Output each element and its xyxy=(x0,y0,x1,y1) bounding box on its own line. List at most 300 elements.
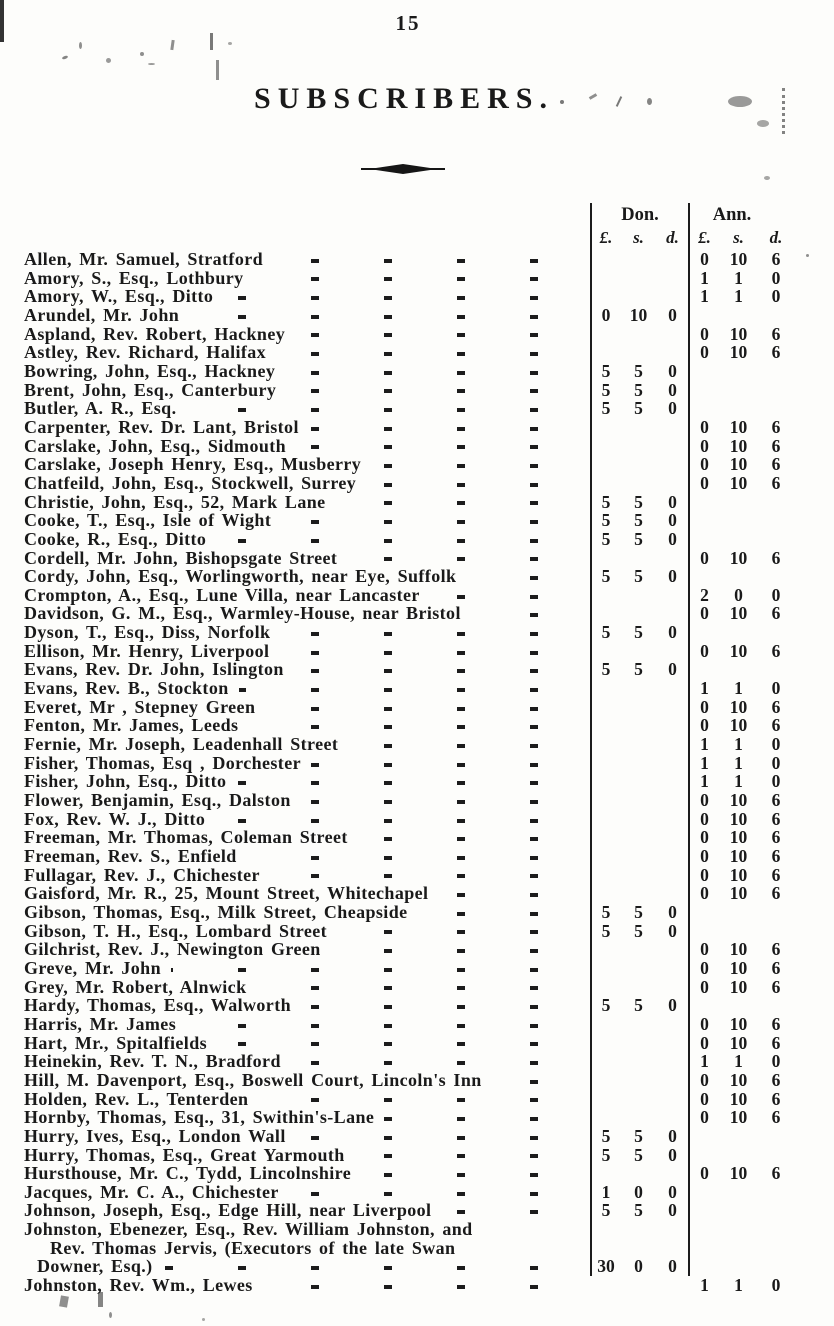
don-shillings-header: s. xyxy=(633,228,644,248)
don-pounds-value xyxy=(590,1071,620,1090)
leader-dashes xyxy=(263,1285,578,1289)
leader-dashes xyxy=(331,949,578,953)
don-pounds-value: 5 xyxy=(590,1146,620,1165)
ann-pence-value: 6 xyxy=(771,1032,781,1053)
subscriber-name: Holden, Rev. L., Tenterden xyxy=(24,1088,249,1109)
leader-dashes xyxy=(296,1136,578,1140)
table-row xyxy=(24,772,794,791)
ann-shillings-value xyxy=(719,996,758,1015)
ann-pounds-value: 0 xyxy=(688,604,719,623)
don-pence-value xyxy=(657,1164,688,1183)
subscriber-name: Hurry, Thomas, Esq., Great Yarmouth xyxy=(24,1144,345,1165)
ann-shillings-value: 10 xyxy=(729,827,748,848)
subscriber-name: Gilchrist, Rev. J., Newington Green xyxy=(24,939,321,960)
subscriber-name-area xyxy=(24,996,590,1015)
leader-dashes xyxy=(236,781,578,785)
table-row xyxy=(24,418,794,437)
ann-pence-value: 0 xyxy=(771,771,781,792)
ann-pounds-value xyxy=(688,1146,719,1165)
subscriber-name-area xyxy=(24,959,590,978)
subscriber-name-area xyxy=(24,978,590,997)
leader-dashes xyxy=(291,1061,578,1065)
don-pounds-value: 5 xyxy=(590,399,620,418)
don-pounds-value xyxy=(590,269,620,288)
leader-dashes xyxy=(186,408,578,412)
subscriber-name: Hurry, Ives, Esq., London Wall xyxy=(24,1125,286,1146)
subscriber-name-area xyxy=(24,1183,590,1202)
don-shillings-value xyxy=(620,1052,657,1071)
table-row xyxy=(24,437,794,456)
ink-speck xyxy=(764,176,770,180)
don-pounds-value xyxy=(590,679,620,698)
table-row xyxy=(24,1034,794,1053)
subscriber-name: Fox, Rev. W. J., Ditto xyxy=(24,808,206,829)
don-shillings-value: 5 xyxy=(634,659,643,680)
don-pounds-value xyxy=(590,250,620,269)
leader-dashes xyxy=(171,968,578,972)
don-pence-value xyxy=(657,1015,688,1034)
don-pounds-value: 5 xyxy=(590,903,620,922)
don-shillings-value xyxy=(620,791,657,810)
leader-dashes xyxy=(279,651,578,655)
ann-pence-value xyxy=(758,1146,794,1165)
subscriber-name: Harris, Mr. James xyxy=(24,1013,177,1034)
ann-pounds-value xyxy=(688,493,719,512)
don-pence-value: 0 xyxy=(668,398,677,419)
subscriber-name-area xyxy=(24,623,590,642)
don-shillings-value: 5 xyxy=(634,920,643,941)
leader-dashes xyxy=(309,427,578,431)
ann-pence-value: 0 xyxy=(771,286,781,307)
subscriber-name: Hursthouse, Mr. C., Tydd, Lincolnshire xyxy=(24,1163,352,1184)
ann-pounds-value xyxy=(688,530,719,549)
ann-pence-value xyxy=(758,511,794,530)
don-shillings-value xyxy=(620,437,657,456)
ann-shillings-value: 10 xyxy=(729,1032,748,1053)
subscriber-name-area xyxy=(24,362,590,381)
ann-pence-value: 0 xyxy=(771,752,781,773)
table-row xyxy=(24,716,794,735)
ann-shillings-value: 10 xyxy=(729,416,748,437)
don-pounds-value xyxy=(590,1015,620,1034)
ann-shillings-value: 10 xyxy=(729,1107,748,1128)
ann-shillings-value: 10 xyxy=(729,939,748,960)
don-pence-value: 0 xyxy=(668,1256,677,1277)
ann-pence-value: 6 xyxy=(771,790,781,811)
don-pounds-value xyxy=(590,455,620,474)
don-shillings-value xyxy=(620,754,657,773)
table-row xyxy=(24,642,794,661)
don-pounds-value xyxy=(590,866,620,885)
don-shillings-value xyxy=(620,828,657,847)
ann-pence-value xyxy=(758,1127,794,1146)
don-pounds-value: 5 xyxy=(590,493,620,512)
don-pounds-value xyxy=(590,884,620,903)
don-shillings-value xyxy=(620,978,657,997)
don-pence-value xyxy=(657,1034,688,1053)
don-shillings-value xyxy=(620,549,657,568)
ann-pounds-value: 1 xyxy=(688,735,719,754)
don-pounds-value xyxy=(590,698,620,717)
ann-shillings-value: 1 xyxy=(734,752,743,773)
subscriber-name-area xyxy=(24,343,590,362)
ann-shillings-value: 1 xyxy=(734,267,743,288)
ann-shillings-value: 10 xyxy=(729,715,748,736)
table-row xyxy=(24,922,794,941)
don-pence-value: 0 xyxy=(668,920,677,941)
don-pence-value: 0 xyxy=(668,379,677,400)
ann-shillings-value: 1 xyxy=(734,771,743,792)
ann-pounds-value: 0 xyxy=(688,716,719,735)
table-row xyxy=(24,959,794,978)
leader-dashes xyxy=(355,1154,578,1158)
ann-pence-value xyxy=(758,660,794,679)
subscriber-name-area xyxy=(24,306,590,325)
don-pounds-value xyxy=(590,287,620,306)
don-pounds-value xyxy=(590,474,620,493)
don-shillings-value xyxy=(620,642,657,661)
don-pounds-value xyxy=(590,1034,620,1053)
ann-pence-value: 6 xyxy=(771,416,781,437)
ann-shillings-value xyxy=(719,381,758,400)
ann-pence-value: 6 xyxy=(771,323,781,344)
ink-speck xyxy=(140,52,144,56)
subscriber-name-area xyxy=(24,1090,590,1109)
don-pence-value: 0 xyxy=(668,491,677,512)
ann-shillings-value: 10 xyxy=(729,249,748,269)
ann-pence-value xyxy=(758,903,794,922)
ann-pounds-value: 1 xyxy=(688,1052,719,1071)
ann-pence-value xyxy=(758,1220,794,1276)
don-pounds-value xyxy=(590,847,620,866)
don-pence-value xyxy=(657,325,688,344)
don-pence-value xyxy=(657,978,688,997)
table-row xyxy=(24,810,794,829)
table-row xyxy=(24,847,794,866)
subscriber-name-area xyxy=(24,269,590,288)
ann-pounds-value: 0 xyxy=(688,698,719,717)
ann-shillings-value: 10 xyxy=(729,696,748,717)
don-pounds-value: 1 xyxy=(590,1183,620,1202)
ann-pounds-value: 0 xyxy=(688,250,719,269)
subscriber-name: Heinekin, Rev. T. N., Bradford xyxy=(24,1051,281,1072)
table-row xyxy=(24,866,794,885)
leader-dashes xyxy=(384,1117,578,1121)
ann-shillings-value: 10 xyxy=(729,547,748,568)
ann-pounds-value: 1 xyxy=(688,679,719,698)
leader-dashes xyxy=(163,1266,578,1270)
page-number: 15 xyxy=(395,11,421,35)
leader-dashes xyxy=(492,1080,578,1084)
don-pence-value xyxy=(657,642,688,661)
subscribers-table xyxy=(24,203,794,1295)
ann-pounds-value: 0 xyxy=(688,1071,719,1090)
table-row xyxy=(24,884,794,903)
table-row xyxy=(24,567,794,586)
don-pounds-value xyxy=(590,959,620,978)
subscriber-name: Cooke, T., Esq., Isle of Wight xyxy=(24,510,272,531)
leader-dashes xyxy=(280,632,578,636)
ann-pence-value: 6 xyxy=(771,249,781,269)
subscriber-name-area xyxy=(24,903,590,922)
ann-pence-value xyxy=(758,1201,794,1220)
ann-pence-value xyxy=(758,623,794,642)
don-pounds-value xyxy=(590,791,620,810)
table-row xyxy=(24,754,794,773)
ann-pounds-value: 0 xyxy=(688,866,719,885)
don-pence-value xyxy=(657,791,688,810)
table-row xyxy=(24,903,794,922)
don-shillings-value xyxy=(620,810,657,829)
table-row xyxy=(24,287,794,306)
ink-speck xyxy=(109,1312,112,1318)
subscriber-name-area xyxy=(24,642,590,661)
subscriber-name: Amory, W., Esq., Ditto xyxy=(24,286,214,307)
table-row xyxy=(24,325,794,344)
don-pence-value xyxy=(657,847,688,866)
ann-shillings-value xyxy=(719,1127,758,1146)
don-pence-value: 0 xyxy=(668,659,677,680)
don-pounds-value: 0 xyxy=(590,306,620,325)
subscriber-name: Evans, Rev. B., Stockton xyxy=(24,678,229,699)
don-shillings-value xyxy=(620,1108,657,1127)
ann-pence-value xyxy=(758,381,794,400)
don-shillings-value xyxy=(620,884,657,903)
don-pounds-value xyxy=(590,586,620,605)
don-pounds-value xyxy=(590,716,620,735)
ann-pounds-value: 0 xyxy=(688,325,719,344)
don-pence-value xyxy=(657,586,688,605)
table-row xyxy=(24,1015,794,1034)
ann-shillings-value: 10 xyxy=(729,454,748,475)
ann-shillings-value xyxy=(719,567,758,586)
don-pounds-value xyxy=(590,325,620,344)
ann-pence-value: 0 xyxy=(771,1275,781,1296)
ann-shillings-value: 10 xyxy=(729,435,748,456)
ann-column-label: Ann. xyxy=(712,205,752,225)
subscriber-name: Bowring, John, Esq., Hackney xyxy=(24,360,276,381)
subscriber-name: Fullagar, Rev. J., Chichester xyxy=(24,864,260,885)
ann-pounds-value: 0 xyxy=(688,884,719,903)
ann-shillings-value xyxy=(719,660,758,679)
table-row xyxy=(24,660,794,679)
table-row xyxy=(24,940,794,959)
don-pounds-value xyxy=(590,1276,620,1295)
subscriber-name: Davidson, G. M., Esq., Warmley-House, near Bristol xyxy=(24,603,461,624)
ann-shillings-value: 10 xyxy=(729,846,748,866)
don-pence-value xyxy=(657,549,688,568)
leader-dashes xyxy=(248,725,578,729)
leader-dashes xyxy=(441,1210,578,1214)
ann-pounds-value: 1 xyxy=(688,754,719,773)
ann-shillings-value xyxy=(719,511,758,530)
don-pounds-value: 5 xyxy=(590,660,620,679)
ann-pence-value: 0 xyxy=(771,584,781,605)
don-pounds-value xyxy=(590,437,620,456)
ann-shillings-value: 10 xyxy=(729,1013,748,1034)
don-shillings-value xyxy=(620,604,657,623)
subscriber-name-area xyxy=(24,1015,590,1034)
table-row xyxy=(24,1090,794,1109)
subscriber-name: Arundel, Mr. John xyxy=(24,304,180,325)
don-shillings-value: 5 xyxy=(634,995,643,1016)
subscriber-name-area xyxy=(24,567,590,586)
table-row xyxy=(24,1164,794,1183)
don-pounds-value xyxy=(590,828,620,847)
leader-dashes xyxy=(294,669,578,673)
ink-speck xyxy=(106,58,111,63)
leader-dashes xyxy=(257,986,579,990)
subscriber-name-area xyxy=(24,549,590,568)
don-pence-value: 0 xyxy=(668,1181,677,1202)
don-pounds-value: 5 xyxy=(590,530,620,549)
subscriber-name-area xyxy=(24,287,590,306)
ann-pounds-value xyxy=(688,1183,719,1202)
ann-pence-value: 6 xyxy=(771,1107,781,1128)
subscriber-name: Greve, Mr. John xyxy=(24,957,161,978)
subscriber-name-area xyxy=(24,437,590,456)
ann-pence-value: 6 xyxy=(771,827,781,848)
don-pence-value: 0 xyxy=(668,360,677,381)
table-row xyxy=(24,1276,794,1295)
don-pence-value xyxy=(657,866,688,885)
ann-pounds-value: 0 xyxy=(688,642,719,661)
ann-pounds-value: 0 xyxy=(688,437,719,456)
ann-pence-value xyxy=(758,306,794,325)
subscriber-name: Gibson, Thomas, Esq., Milk Street, Cheapside xyxy=(24,901,408,922)
don-pence-value: 0 xyxy=(668,1144,677,1165)
table-row xyxy=(24,549,794,568)
subscriber-name: Jacques, Mr. C. A., Chichester xyxy=(24,1181,279,1202)
ann-pounds-value xyxy=(688,511,719,530)
ann-pence-value: 6 xyxy=(771,547,781,568)
ann-pounds-value: 0 xyxy=(688,940,719,959)
ann-shillings-value: 0 xyxy=(734,584,743,605)
subscriber-name: Grey, Mr. Robert, Alnwick xyxy=(24,976,247,997)
don-pounds-value: 5 xyxy=(590,996,620,1015)
subscriber-name-area xyxy=(24,716,590,735)
ann-pounds-value xyxy=(688,381,719,400)
ann-shillings-value xyxy=(719,362,758,381)
leader-dashes xyxy=(265,707,578,711)
table-row xyxy=(24,1071,794,1090)
leader-dashes xyxy=(254,277,578,281)
ann-pounds-value: 0 xyxy=(688,455,719,474)
don-shillings-value xyxy=(620,716,657,735)
ann-pounds-value xyxy=(688,903,719,922)
ann-shillings-value: 10 xyxy=(729,640,748,661)
ink-speck xyxy=(148,63,155,65)
subscriber-name-area xyxy=(24,250,590,269)
leader-dashes xyxy=(348,744,578,748)
ann-shillings-header: s. xyxy=(733,228,744,248)
don-shillings-value xyxy=(620,586,657,605)
subscriber-name-area xyxy=(24,828,590,847)
ann-pence-value: 0 xyxy=(771,1051,781,1072)
don-pounds-value: 5 xyxy=(590,511,620,530)
subscriber-name-area xyxy=(24,884,590,903)
subscriber-name: Fisher, Thomas, Esq , Dorchester xyxy=(24,752,301,773)
leader-dashes xyxy=(361,1173,578,1177)
ann-pounds-value xyxy=(688,996,719,1015)
ann-shillings-value xyxy=(719,903,758,922)
subscriber-name-area xyxy=(24,660,590,679)
subscriber-name-area xyxy=(24,698,590,717)
leader-dashes xyxy=(215,819,578,823)
ann-pounds-value: 1 xyxy=(688,287,719,306)
don-pounds-value xyxy=(590,1090,620,1109)
don-shillings-value: 0 xyxy=(634,1256,643,1277)
don-shillings-value xyxy=(620,250,657,269)
table-row xyxy=(24,493,794,512)
leader-dashes xyxy=(223,296,578,300)
ann-shillings-value: 10 xyxy=(729,472,748,493)
divider-ornament xyxy=(361,163,445,175)
ann-pounds-value: 1 xyxy=(700,1275,709,1296)
leader-dashes xyxy=(285,371,578,375)
table-row xyxy=(24,362,794,381)
ann-pence-value xyxy=(758,399,794,418)
don-pounds-header: £. xyxy=(590,225,620,250)
don-pounds-value: 30 xyxy=(590,1220,620,1276)
don-pounds-value xyxy=(590,772,620,791)
table-row xyxy=(24,343,794,362)
don-pence-value xyxy=(657,735,688,754)
don-pounds-value xyxy=(590,1108,620,1127)
ann-shillings-value xyxy=(719,1146,758,1165)
leader-dashes xyxy=(337,930,578,934)
ann-pence-value: 6 xyxy=(771,696,781,717)
don-pounds-value xyxy=(590,1164,620,1183)
ann-shillings-value: 1 xyxy=(734,678,743,699)
ann-pence-value: 6 xyxy=(771,976,781,997)
subscriber-name: Rev. Thomas Jervis, (Executors of the late Swan xyxy=(50,1237,456,1258)
leader-dashes xyxy=(186,1024,578,1028)
ink-speck xyxy=(79,42,82,49)
subscriber-name: Cordy, John, Esq., Worlingworth, near Eye, Suffolk xyxy=(24,566,457,587)
ann-pence-value xyxy=(758,362,794,381)
don-pence-value xyxy=(657,679,688,698)
don-shillings-value xyxy=(620,1090,657,1109)
ann-pounds-value xyxy=(688,623,719,642)
subscriber-name: Carslake, John, Esq., Sidmouth xyxy=(24,435,287,456)
subscriber-name-area xyxy=(24,735,590,754)
ink-speck xyxy=(806,254,809,257)
ann-pounds-value: 1 xyxy=(688,269,719,288)
table-row xyxy=(24,1052,794,1071)
ann-pence-value: 6 xyxy=(771,1069,781,1090)
ann-pounds-value: 1 xyxy=(688,772,719,791)
don-shillings-value: 5 xyxy=(634,528,643,549)
don-shillings-value xyxy=(620,343,657,362)
subscriber-name-area xyxy=(24,679,590,698)
ann-pence-value: 6 xyxy=(771,846,781,866)
subscriber-name: Gaisford, Mr. R., 25, Mount Street, Whitechapel xyxy=(24,883,429,904)
subscriber-name: Gibson, T. H., Esq., Lombard Street xyxy=(24,920,328,941)
don-pounds-value xyxy=(590,642,620,661)
ink-speck xyxy=(170,40,174,50)
don-pence-value: 0 xyxy=(668,995,677,1016)
ann-pounds-value: 0 xyxy=(688,1108,719,1127)
table-row xyxy=(24,306,794,325)
don-pence-value xyxy=(657,437,688,456)
page-title: SUBSCRIBERS. xyxy=(254,82,554,115)
leader-dashes xyxy=(301,800,578,804)
ann-shillings-value: 10 xyxy=(729,808,748,829)
ann-pence-value: 6 xyxy=(771,864,781,885)
don-pence-value xyxy=(657,455,688,474)
don-pounds-value xyxy=(590,735,620,754)
